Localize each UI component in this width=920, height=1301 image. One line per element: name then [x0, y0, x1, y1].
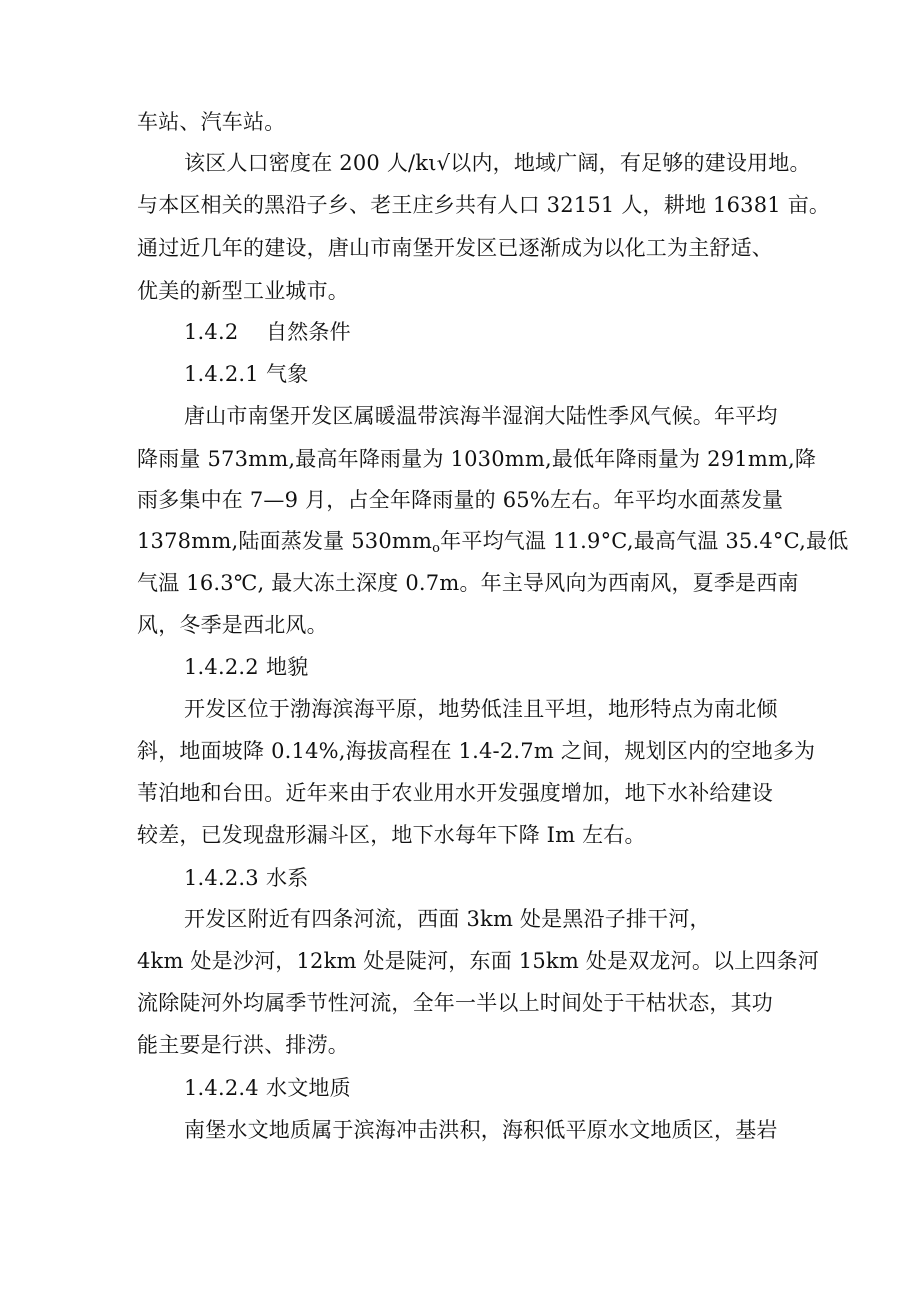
- paragraph-line: 车站、汽车站。: [137, 110, 286, 134]
- section-title: 水系: [266, 866, 309, 890]
- paragraph-line: 雨多集中在 7—9 月，占全年降雨量的 65%左右。年平均水面蒸发量: [137, 488, 784, 512]
- paragraph-line: 南堡水文地质属于滨海冲击洪积，海积低平原水文地质区，基岩: [184, 1118, 778, 1142]
- paragraph-line: 斜，地面坡降 0.14%,海拔高程在 1.4-2.7m 之间，规划区内的空地多为: [137, 739, 816, 763]
- paragraph-line: 通过近几年的建设，唐山市南堡开发区已逐渐成为以化工为主舒适、: [137, 236, 773, 260]
- section-number: 1.4.2.2: [184, 655, 259, 679]
- paragraph-line: [137, 526, 848, 564]
- paragraph-line: 唐山市南堡开发区属暖温带滨海半湿润大陆性季风气候。年平均: [184, 404, 778, 428]
- subscript-fragment: o: [432, 541, 441, 556]
- section-number: 1.4.2.1: [184, 362, 259, 386]
- section-title: 地貌: [266, 655, 309, 679]
- paragraph-line: 流除陡河外均属季节性河流，全年一半以上时间处于干枯状态，其功: [137, 991, 773, 1015]
- section-heading: [184, 317, 351, 347]
- paragraph-line: 开发区位于渤海滨海平原，地势低洼且平坦，地形特点为南北倾: [184, 697, 778, 721]
- paragraph-line: 优美的新型工业城市。: [137, 279, 349, 303]
- section-number: 1.4.2: [184, 320, 239, 344]
- paragraph-line: 该区人口密度在 200 人/kι√以内，地域广阔，有足够的建设用地。: [184, 151, 811, 175]
- paragraph-line: 较差，已发现盘形漏斗区，地下水每年下降 Im 左右。: [137, 823, 646, 847]
- paragraph-line: 能主要是行洪、排涝。: [137, 1033, 349, 1057]
- paragraph-line: 开发区附近有四条河流，西面 3km 处是黑沿子排干河，: [184, 907, 711, 931]
- section-title: 气象: [266, 362, 309, 386]
- paragraph-line: 风，冬季是西北风。: [137, 613, 328, 637]
- paragraph-line: 与本区相关的黑沿子乡、老王庄乡共有人口 32151 人，耕地 16381 亩。: [137, 193, 831, 217]
- section-title: 水文地质: [266, 1076, 351, 1100]
- paragraph-line: 4km 处是沙河，12km 处是陡河，东面 15km 处是双龙河。以上四条河: [137, 949, 820, 973]
- text-fragment: 1378mm,陆面蒸发量 530mm: [137, 529, 433, 553]
- section-number: 1.4.2.3: [184, 866, 259, 890]
- text-fragment: 年平均气温 11.9°C,最高气温 35.4°C,最低: [440, 529, 849, 553]
- section-number: 1.4.2.4: [184, 1076, 259, 1100]
- section-heading: [184, 359, 308, 389]
- section-title: 自然条件: [266, 320, 351, 344]
- paragraph-line: 气温 16.3℃, 最大冻土深度 0.7m。年主导风向为西南风，夏季是西南: [137, 571, 799, 595]
- section-heading: [184, 863, 308, 893]
- section-heading: [184, 1073, 351, 1103]
- paragraph-line: 苇泊地和台田。近年来由于农业用水开发强度增加，地下水补给建设: [137, 781, 773, 805]
- section-heading: [184, 652, 308, 682]
- paragraph-line: 降雨量 573mm,最高年降雨量为 1030mm,最低年降雨量为 291mm,降: [137, 447, 817, 471]
